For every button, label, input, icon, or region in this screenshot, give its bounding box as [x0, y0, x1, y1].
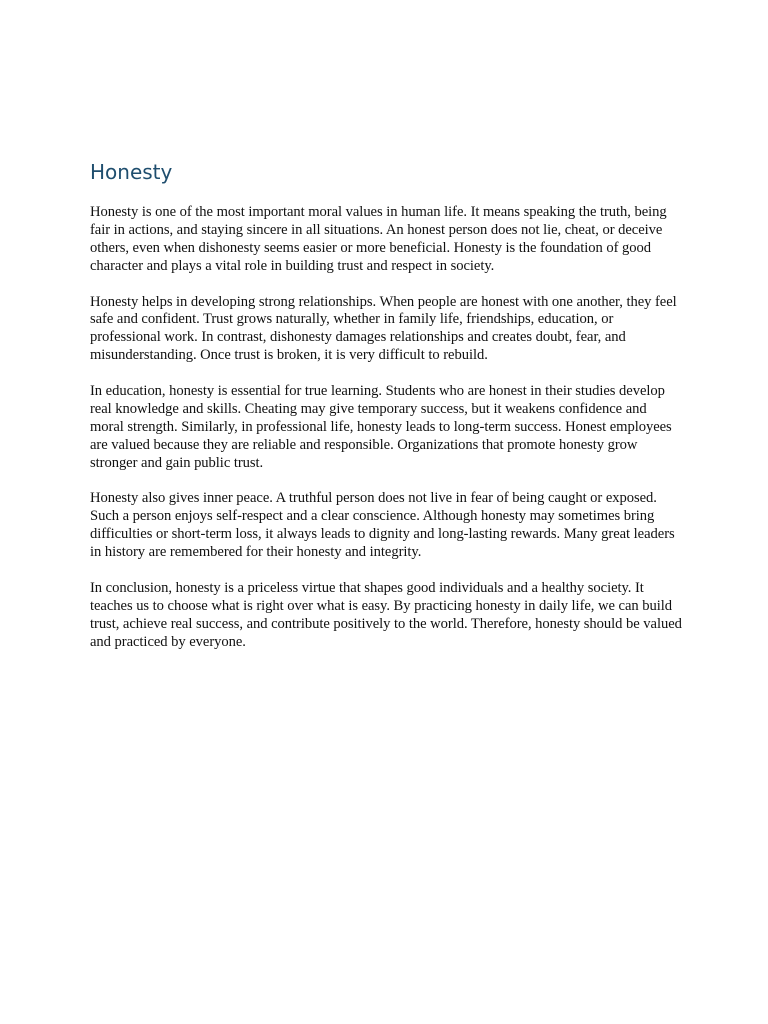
document-title: Honesty [90, 160, 173, 184]
document-body [90, 158, 682, 669]
paragraph-2: Honesty helps in developing strong relationships. When people are honest with one another, they feel safe and confident. Trust grows naturally, whether in family life, friendships, education, or professional work. In contrast, dishonesty damages relationships and creates doubt, fear, and misunderstanding. Once trust is broken, it is very difficult to rebuild. [90, 293, 677, 364]
paragraph-1: Honesty is one of the most important moral values in human life. It means speaking the truth, being fair in actions, and staying sincere in all situations. An honest person does not lie, cheat, or deceive others, even when dishonesty seems easier or more beneficial. Honesty is the foundation of good character and plays a vital role in building trust and respect in society. [90, 204, 667, 274]
paragraph-5: In conclusion, honesty is a priceless virtue that shapes good individuals and a healthy society. It teaches us to choose what is right over what is easy. By practicing honesty in daily life, we can build trust, achieve real success, and contribute positively to the world. Therefore, honesty should be valued and practiced by everyone. [90, 579, 682, 650]
paragraph-3: In education, honesty is essential for true learning. Students who are honest in their studies develop real knowledge and skills. Cheating may give temporary success, but it weakens confidence and moral strength. Similarly, in professional life, honesty leads to long-term success. Honest employees are valued because they are reliable and responsible. Organizations that promote honesty grow stronger and gain public trust. [90, 383, 672, 471]
paragraph-4: Honesty also gives inner peace. A truthful person does not live in fear of being caught or exposed. Such a person enjoys self-respect and a clear conscience. Although honesty may sometimes bring difficulties or short-term loss, it always leads to dignity and long-lasting rewards. Many great leaders in history are remembered for their honesty and integrity. [90, 490, 675, 561]
